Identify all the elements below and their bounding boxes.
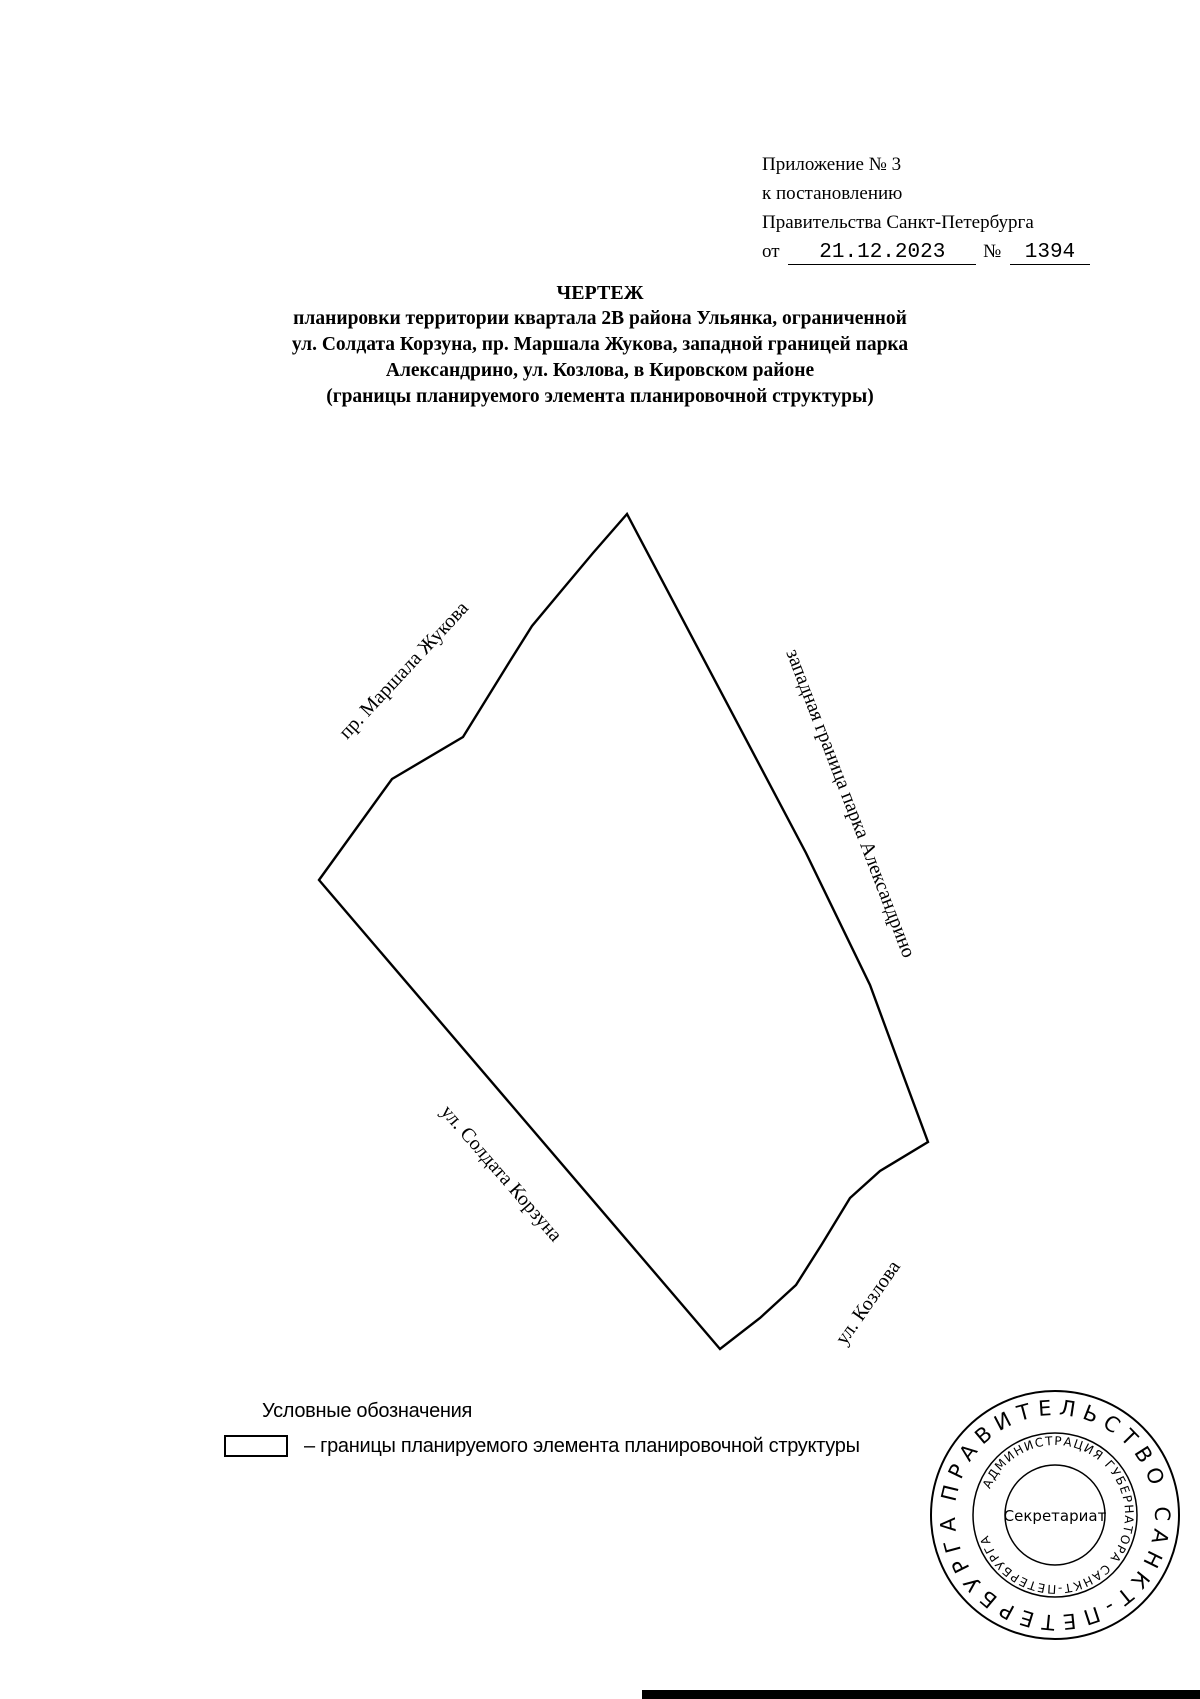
bottom-scan-bar <box>642 1690 1200 1699</box>
label-kozlov: ул. Козлова <box>831 1256 905 1349</box>
label-park-border: западная граница парка Александрино <box>781 645 920 961</box>
appendix-label: Приложение № 3 <box>762 154 902 175</box>
resolution-number: 1394 <box>1010 242 1090 265</box>
title-main: ЧЕРТЕЖ <box>556 282 644 304</box>
official-seal <box>925 1385 1185 1645</box>
resolution-label: к постановлению <box>762 183 903 204</box>
title-line-2: ул. Солдата Корзуна, пр. Маршала Жукова, западной границей парка <box>291 334 909 355</box>
seal-inner-text: АДМИНИСТРАЦИЯ ГУБЕРНАТОРА САНКТ-ПЕТЕРБУРГА <box>977 1433 1137 1597</box>
label-soldat-korzun: ул. Солдата Корзуна <box>436 1100 567 1246</box>
government-label: Правительства Санкт-Петербурга <box>762 212 1034 233</box>
label-marshal-zhukov: пр. Маршала Жукова <box>334 597 473 744</box>
title-line-4: (границы планируемого элемента планировочной структуры) <box>326 386 874 407</box>
title-line-3: Александрино, ул. Козлова, в Кировском районе <box>385 360 815 381</box>
seal-center-text: Секретариат <box>1003 1507 1107 1525</box>
number-prefix: № <box>983 241 1002 262</box>
resolution-date: 21.12.2023 <box>788 242 976 265</box>
title-line-1: планировки территории квартала 2В района Ульянка, ограниченной <box>293 308 907 329</box>
legend-boundary-label: – границы планируемого элемента планировочной структуры <box>304 1435 860 1457</box>
legend-boundary-symbol <box>224 1435 288 1457</box>
seal-outer-text: ПРАВИТЕЛЬСТВО САНКТ-ПЕТЕРБУРГА <box>935 1395 1175 1635</box>
territory-boundary <box>319 514 928 1349</box>
legend-title: Условные обозначения <box>262 1400 473 1422</box>
date-prefix: от <box>762 241 780 262</box>
